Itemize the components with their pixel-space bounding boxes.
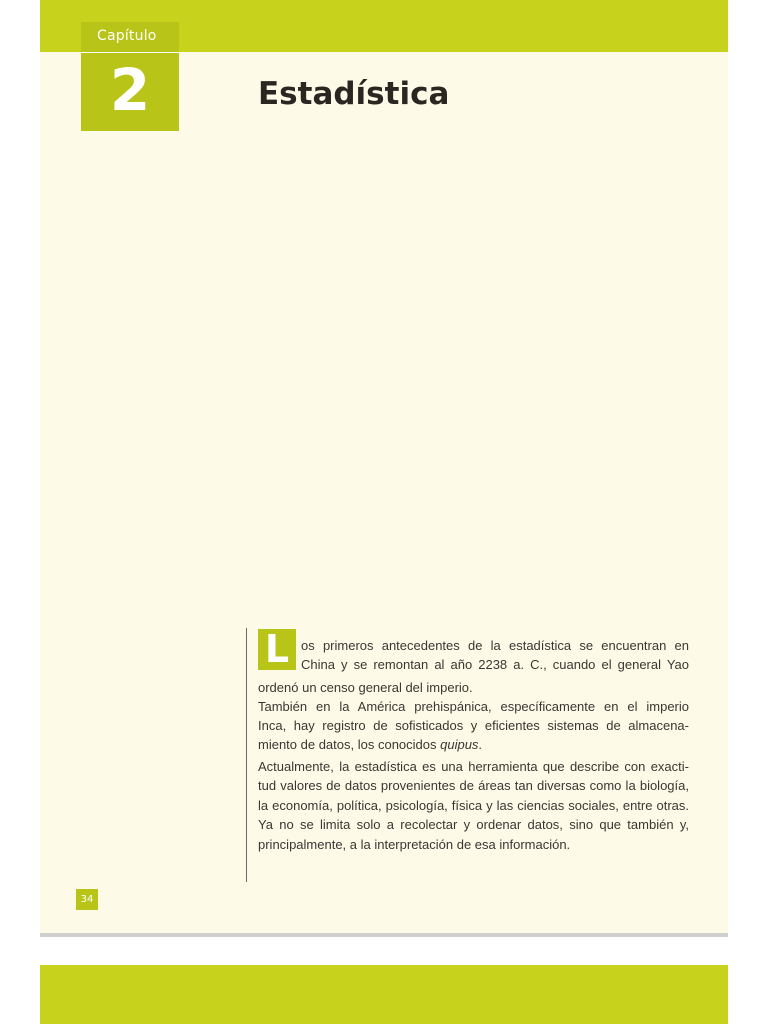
body-text-segment: miento de datos, los conocidos: [258, 737, 441, 752]
bottom-accent-band: [40, 965, 728, 1024]
body-line: ordenó un censo general del imperio.: [258, 680, 473, 695]
drop-cap: L: [258, 629, 296, 670]
chapter-title: Estadística: [258, 76, 450, 112]
chapter-label: Capítulo: [97, 28, 157, 44]
body-line: principalmente, a la interpretación de esa información.: [258, 837, 571, 852]
page-edge-shadow: [40, 933, 728, 937]
body-line: os primeros antecedentes de la estadística se encuentran en: [301, 638, 689, 653]
text-margin-rule: [246, 628, 247, 882]
emphasized-term: quipus: [440, 737, 479, 752]
body-line-with-emphasis: [258, 735, 689, 754]
body-text-segment: .: [478, 737, 483, 752]
body-line: Inca, hay registro de sofisticados y eficientes sistemas de almacena-: [258, 718, 689, 733]
body-line: China y se remontan al año 2238 a. C., cuando el general Yao: [301, 657, 689, 672]
body-line: Ya no se limita solo a recolectar y ordenar datos, sino que también y,: [258, 817, 689, 832]
chapter-number: 2: [109, 56, 151, 124]
body-line: la economía, política, psicología, física y las ciencias sociales, entre otras.: [258, 798, 689, 813]
body-line: También en la América prehispánica, específicamente en el imperio: [258, 699, 689, 714]
page-number: 34: [76, 889, 98, 910]
body-line: Actualmente, la estadística es una herramienta que describe con exacti-: [258, 759, 689, 774]
body-line: tud valores de datos provenientes de áreas tan diversas como la biología,: [258, 778, 689, 793]
chapter-divider: [81, 52, 179, 53]
